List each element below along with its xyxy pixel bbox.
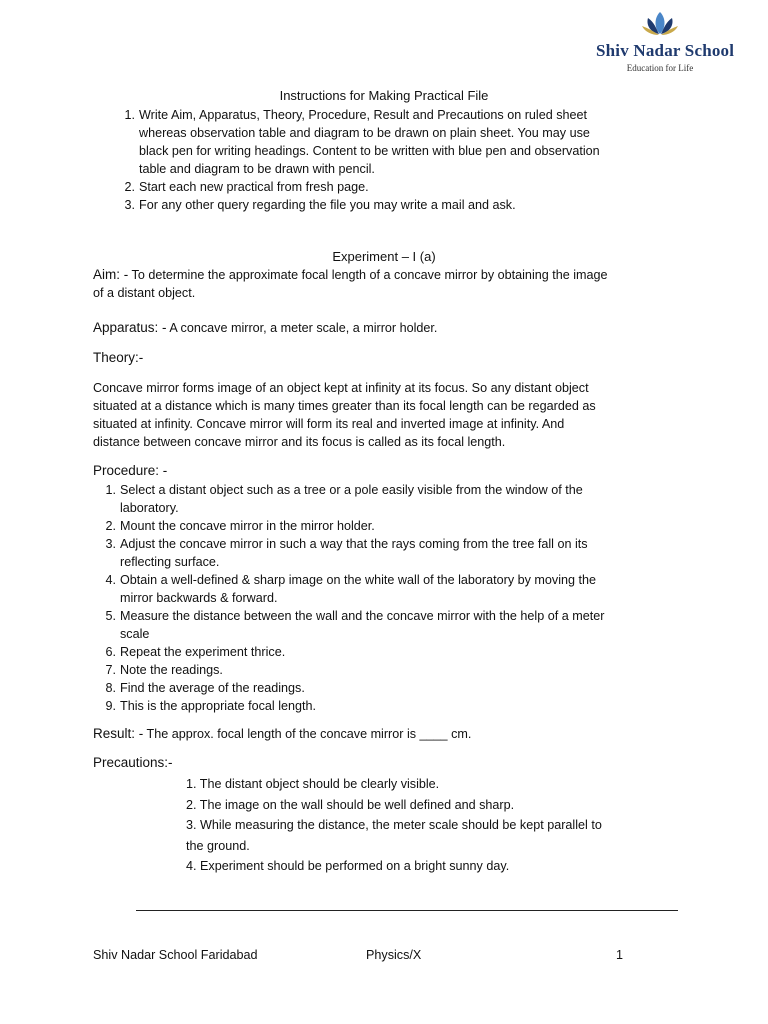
list-item [105,481,680,517]
list-item-number: 5. [105,609,116,623]
list-item-line: laboratory. [120,501,179,515]
result-unit: cm. [447,727,472,741]
list-item-line: whereas observation table and diagram to be drawn on plain sheet. You may use [139,126,590,140]
list-item [124,178,699,196]
list-item [124,106,699,178]
apparatus-text: A concave mirror, a meter scale, a mirror holder. [166,321,438,335]
logo-school-name: Shiv Nadar School [596,41,735,60]
result-blank: ____ [419,727,448,741]
apparatus-label: Apparatus: - [93,320,167,335]
list-item-number: 3. [105,537,116,551]
footer-school: Shiv Nadar School Faridabad [93,948,258,962]
list-item-line: Start each new practical from fresh page. [139,180,369,194]
list-item-line: reflecting surface. [120,555,220,569]
aim-label: Aim: - [93,267,129,282]
list-item-number: 6. [105,645,116,659]
list-item-line: Select a distant object such as a tree or a pole easily visible from the window of the [120,483,583,497]
list-item-line: Adjust the concave mirror in such a way that the rays coming from the tree fall on its [120,537,588,551]
list-item-line: scale [120,627,150,641]
list-item-line: Obtain a well-defined & sharp image on the white wall of the laboratory by moving the [120,573,597,587]
list-item-line: mirror backwards & forward. [120,591,278,605]
list-item-line: Note the readings. [120,663,223,677]
list-item [105,697,680,715]
precaution-line: 4. Experiment should be performed on a bright sunny day. [186,859,510,873]
list-item-number: 3. [124,198,135,212]
precaution-line: 3. While measuring the distance, the meter scale should be kept parallel to [186,818,602,832]
school-logo [596,10,735,82]
list-item-number: 7. [105,663,116,677]
list-item-number: 2. [124,180,135,194]
precautions-list [186,774,686,877]
theory-line: situated at a distance which is many times greater than its focal length can be regarded as [93,399,596,413]
list-item [105,679,680,697]
theory-text [93,379,683,451]
theory-line: distance between concave mirror and its focus is called as its focal length. [93,435,506,449]
list-item-line: Measure the distance between the wall and the concave mirror with the help of a meter [120,609,605,623]
lotus-icon [640,10,680,38]
list-item [105,607,680,643]
list-item-line: This is the appropriate focal length. [120,699,317,713]
result-section [93,725,683,743]
theory-line: Concave mirror forms image of an object kept at infinity at its focus. So any distant object [93,381,589,395]
footer-subject: Physics/X [366,948,422,962]
theory-label: Theory:- [93,350,144,365]
list-item-line: Write Aim, Apparatus, Theory, Procedure, Result and Precautions on ruled sheet [139,108,588,122]
list-item-line: For any other query regarding the file you may write a mail and ask. [139,198,516,212]
list-item-number: 4. [105,573,116,587]
list-item-line: table and diagram to be drawn with pencil. [139,162,375,176]
list-item-number: 1. [124,108,135,122]
list-item-line: Find the average of the readings. [120,681,305,695]
list-item [105,535,680,571]
aim-section [93,266,683,302]
instructions-list [124,106,699,214]
theory-line: situated at infinity. Concave mirror will form its real and inverted image at infinity. And [93,417,565,431]
list-item-number: 8. [105,681,116,695]
list-item [105,643,680,661]
footer-divider [136,910,678,911]
list-item-line: black pen for writing headings. Content to be written with blue pen and observation [139,144,600,158]
precautions-label: Precautions:- [93,755,173,770]
result-text: The approx. focal length of the concave mirror is [143,727,420,741]
apparatus-section [93,319,683,337]
precaution-line: 1. The distant object should be clearly visible. [186,777,440,791]
list-item-line: Mount the concave mirror in the mirror holder. [120,519,375,533]
list-item-line: Repeat the experiment thrice. [120,645,286,659]
list-item-number: 1. [105,483,116,497]
footer-page-number: 1 [616,948,624,962]
procedure-label: Procedure: - [93,463,168,478]
list-item [105,571,680,607]
precaution-line: 2. The image on the wall should be well defined and sharp. [186,797,515,812]
list-item-number: 2. [105,519,116,533]
result-label: Result: - [93,726,144,741]
list-item [105,661,680,679]
aim-text-cont: of a distant object. [93,286,196,300]
experiment-title: Experiment – I (a) [332,249,436,264]
procedure-list [105,481,680,715]
logo-tagline: Education for Life [626,63,694,73]
aim-text: To determine the approximate focal length of a concave mirror by obtaining the image [128,268,608,282]
list-item-number: 9. [105,699,116,713]
list-item [105,517,680,535]
list-item [124,196,699,214]
instructions-title: Instructions for Making Practical File [279,88,489,103]
precaution-line: the ground. [186,838,250,853]
